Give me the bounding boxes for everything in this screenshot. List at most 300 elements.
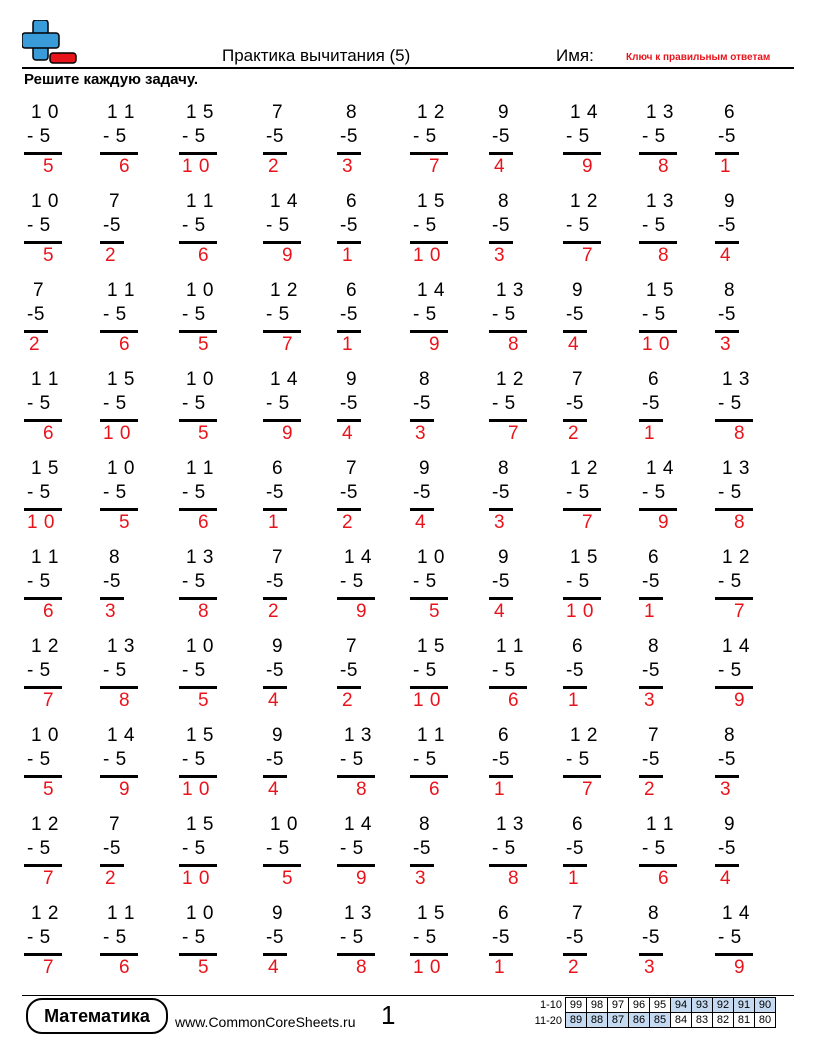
answer: 7: [582, 512, 594, 533]
subtrahend: - 5: [27, 571, 51, 592]
answer: 5: [119, 512, 131, 533]
answer: 3: [494, 245, 506, 266]
subtrahend: - 5: [27, 838, 51, 859]
subtrahend: -5: [566, 927, 584, 948]
minuend: 1 1: [31, 547, 59, 568]
answer-line: [715, 508, 753, 511]
subtrahend: - 5: [182, 393, 206, 414]
site-url: www.CommonCoreSheets.ru: [175, 1014, 356, 1030]
problem: [103, 636, 183, 716]
minuend: 1 5: [186, 102, 214, 123]
minuend: 7: [346, 458, 358, 479]
answer-line: [179, 597, 217, 600]
answer: 2: [29, 334, 41, 355]
problem: [718, 369, 798, 449]
problem: [718, 280, 798, 360]
minuend: 1 3: [496, 814, 524, 835]
answer-line: [263, 330, 301, 333]
subtrahend: - 5: [340, 838, 364, 859]
problem: [566, 725, 646, 805]
answer: 4: [720, 245, 732, 266]
problem: [182, 636, 262, 716]
minuend: 6: [572, 814, 584, 835]
subtrahend: - 5: [340, 571, 364, 592]
instructions: Решите каждую задачу.: [24, 71, 199, 88]
problem: [27, 369, 107, 449]
problem: [492, 102, 572, 182]
answer: 7: [43, 868, 55, 889]
answer: 4: [494, 601, 506, 622]
problem: [413, 636, 493, 716]
answer: 9: [119, 779, 131, 800]
minuend: 7: [648, 725, 660, 746]
minuend: 1 2: [270, 280, 298, 301]
minuend: 1 2: [31, 814, 59, 835]
subtrahend: - 5: [27, 927, 51, 948]
score-cell: 84: [671, 1013, 692, 1028]
answer: 8: [356, 957, 368, 978]
subtrahend: -5: [413, 393, 431, 414]
subtrahend: -5: [27, 304, 45, 325]
minuend: 8: [498, 191, 510, 212]
answer: 5: [198, 334, 210, 355]
problem: [566, 636, 646, 716]
answer-line: [179, 419, 217, 422]
minuend: 9: [419, 458, 431, 479]
score-cell: 96: [629, 998, 650, 1013]
answer: 7: [429, 156, 441, 177]
minuend: 1 4: [646, 458, 674, 479]
answer-line: [489, 241, 513, 244]
subtrahend: - 5: [718, 571, 742, 592]
answer-line: [100, 953, 138, 956]
score-cell: 80: [755, 1013, 776, 1028]
answer: 5: [43, 156, 55, 177]
answer: 5: [198, 690, 210, 711]
score-cell: 90: [755, 998, 776, 1013]
answer-line: [489, 953, 513, 956]
minuend: 1 1: [646, 814, 674, 835]
score-row: [566, 998, 776, 1013]
answer-line: [337, 508, 361, 511]
subtrahend: -5: [266, 482, 284, 503]
problem: [340, 191, 420, 271]
problem: [266, 547, 346, 627]
minuend: 1 2: [570, 725, 598, 746]
answer-line: [715, 686, 753, 689]
answer: 6: [198, 512, 210, 533]
answer: 7: [43, 690, 55, 711]
answer: 4: [268, 690, 280, 711]
answer: 3: [415, 423, 427, 444]
minuend: 8: [648, 636, 660, 657]
minuend: 9: [346, 369, 358, 390]
minuend: 1 3: [496, 280, 524, 301]
subtrahend: -5: [266, 927, 284, 948]
problem: [642, 458, 722, 538]
minuend: 1 1: [107, 280, 135, 301]
minuend: 8: [724, 725, 736, 746]
problem: [718, 636, 798, 716]
answer: 6: [119, 957, 131, 978]
minuend: 1 5: [646, 280, 674, 301]
answer: 9: [658, 512, 670, 533]
answer-line: [337, 419, 361, 422]
answer: 1 0: [182, 779, 210, 800]
minuend: 1 5: [570, 547, 598, 568]
answer-line: [179, 686, 217, 689]
answer-line: [100, 152, 138, 155]
minuend: 1 1: [107, 102, 135, 123]
subtrahend: -5: [340, 393, 358, 414]
answer-line: [639, 864, 677, 867]
subtrahend: - 5: [413, 660, 437, 681]
answer: 3: [720, 334, 732, 355]
problem: [340, 636, 420, 716]
problem: [642, 636, 722, 716]
answer-line: [715, 419, 753, 422]
subtrahend: -5: [103, 838, 121, 859]
subtrahend: -5: [718, 126, 736, 147]
answer: 3: [720, 779, 732, 800]
minuend: 1 4: [344, 547, 372, 568]
problem: [492, 280, 572, 360]
answer: 2: [568, 423, 580, 444]
subtrahend: - 5: [27, 126, 51, 147]
answer-line: [100, 508, 138, 511]
subtrahend: - 5: [492, 660, 516, 681]
score-row-label: 11-20: [534, 1015, 562, 1027]
answer: 3: [494, 512, 506, 533]
problem: [340, 369, 420, 449]
problem: [266, 102, 346, 182]
problem: [566, 369, 646, 449]
problem: [103, 814, 183, 894]
minuend: 1 3: [646, 191, 674, 212]
subtrahend: - 5: [266, 304, 290, 325]
subtrahend: - 5: [182, 927, 206, 948]
minuend: 1 5: [186, 725, 214, 746]
minuend: 1 1: [417, 725, 445, 746]
problem: [413, 191, 493, 271]
subtrahend: - 5: [566, 482, 590, 503]
problem: [340, 102, 420, 182]
minuend: 1 2: [31, 903, 59, 924]
problem: [103, 280, 183, 360]
answer-line: [263, 775, 287, 778]
subtrahend: -5: [266, 749, 284, 770]
subtrahend: -5: [718, 304, 736, 325]
subtrahend: - 5: [182, 482, 206, 503]
score-cell: 87: [608, 1013, 629, 1028]
problem: [103, 725, 183, 805]
minuend: 1 4: [270, 191, 298, 212]
score-cell: 93: [692, 998, 713, 1013]
minuend: 1 3: [107, 636, 135, 657]
minuend: 7: [109, 191, 121, 212]
answer-line: [639, 686, 663, 689]
subtrahend: - 5: [642, 482, 666, 503]
answer: 1 0: [413, 245, 441, 266]
subtrahend: - 5: [27, 215, 51, 236]
answer-line: [563, 597, 601, 600]
answer: 3: [342, 156, 354, 177]
minuend: 9: [498, 547, 510, 568]
score-cell: 85: [650, 1013, 671, 1028]
answer-line: [410, 775, 448, 778]
problem: [182, 725, 262, 805]
name-label: Имя:: [556, 46, 594, 65]
answer-line: [179, 152, 217, 155]
answer-line: [100, 686, 138, 689]
answer: 1: [644, 601, 656, 622]
subtrahend: - 5: [642, 215, 666, 236]
subtrahend: -5: [642, 393, 660, 414]
answer-line: [263, 152, 287, 155]
minuend: 6: [346, 280, 358, 301]
answer: 5: [429, 601, 441, 622]
answer: 2: [568, 957, 580, 978]
problem: [566, 547, 646, 627]
minuend: 1 5: [186, 814, 214, 835]
minuend: 1 0: [186, 636, 214, 657]
subtrahend: -5: [340, 215, 358, 236]
subtrahend: - 5: [718, 393, 742, 414]
subtrahend: - 5: [340, 927, 364, 948]
subtrahend: - 5: [27, 393, 51, 414]
answer: 1 0: [103, 423, 131, 444]
answer-line: [563, 953, 587, 956]
answer-line: [24, 597, 62, 600]
minuend: 1 3: [646, 102, 674, 123]
score-cell: 83: [692, 1013, 713, 1028]
answer-line: [263, 419, 301, 422]
subtrahend: - 5: [182, 838, 206, 859]
subtrahend: -5: [492, 571, 510, 592]
answer: 8: [119, 690, 131, 711]
problem: [103, 458, 183, 538]
minuend: 1 2: [722, 547, 750, 568]
problem: [492, 191, 572, 271]
minuend: 6: [572, 636, 584, 657]
answer-line: [489, 330, 527, 333]
answer-line: [639, 419, 663, 422]
answer-line: [489, 864, 527, 867]
answer-line: [639, 330, 677, 333]
subtrahend: - 5: [492, 304, 516, 325]
minuend: 8: [346, 102, 358, 123]
footer-divider: [22, 995, 794, 996]
minuend: 1 0: [186, 280, 214, 301]
answer-line: [563, 508, 601, 511]
subtrahend: - 5: [103, 304, 127, 325]
answer: 6: [508, 690, 520, 711]
problem: [27, 280, 107, 360]
subtrahend: -5: [266, 660, 284, 681]
problem: [566, 814, 646, 894]
answer: 9: [356, 868, 368, 889]
answer-line: [263, 953, 287, 956]
minuend: 8: [498, 458, 510, 479]
answer: 7: [282, 334, 294, 355]
answer-line: [410, 330, 448, 333]
problem: [340, 725, 420, 805]
problem: [340, 458, 420, 538]
subtrahend: -5: [718, 215, 736, 236]
answer: 2: [105, 245, 117, 266]
answer: 5: [198, 423, 210, 444]
answer-line: [715, 864, 739, 867]
subtrahend: -5: [642, 571, 660, 592]
minuend: 7: [572, 903, 584, 924]
minuend: 1 1: [107, 903, 135, 924]
score-cell: 95: [650, 998, 671, 1013]
answer: 1 0: [182, 156, 210, 177]
problem: [718, 725, 798, 805]
answer: 8: [658, 245, 670, 266]
problem: [27, 102, 107, 182]
subtrahend: - 5: [718, 927, 742, 948]
answer-line: [639, 152, 677, 155]
answer-line: [337, 152, 361, 155]
answer-line: [337, 775, 375, 778]
subtrahend: -5: [340, 482, 358, 503]
minuend: 1 2: [417, 102, 445, 123]
subtrahend: - 5: [27, 660, 51, 681]
answer-line: [639, 953, 663, 956]
subtrahend: - 5: [103, 393, 127, 414]
subtrahend: -5: [566, 304, 584, 325]
answer: 8: [734, 512, 746, 533]
problem: [492, 903, 572, 983]
answer-line: [410, 152, 448, 155]
problem: [27, 458, 107, 538]
answer-line: [100, 330, 138, 333]
answer: 1 0: [642, 334, 670, 355]
problem: [566, 280, 646, 360]
answer: 2: [105, 868, 117, 889]
subtrahend: - 5: [182, 215, 206, 236]
subtrahend: -5: [492, 126, 510, 147]
problem: [27, 725, 107, 805]
minuend: 9: [272, 725, 284, 746]
answer-line: [263, 864, 301, 867]
answer: 9: [734, 957, 746, 978]
minuend: 6: [272, 458, 284, 479]
answer: 9: [429, 334, 441, 355]
answer-line: [24, 686, 62, 689]
problem: [27, 636, 107, 716]
subtrahend: -5: [492, 215, 510, 236]
subtrahend: -5: [642, 660, 660, 681]
problem: [492, 547, 572, 627]
answer: 3: [105, 601, 117, 622]
problem: [27, 814, 107, 894]
answer: 7: [582, 245, 594, 266]
subtrahend: - 5: [266, 838, 290, 859]
answer: 3: [644, 690, 656, 711]
score-cell: 99: [566, 998, 587, 1013]
minuend: 1 3: [344, 903, 372, 924]
problem: [492, 636, 572, 716]
problem: [27, 547, 107, 627]
subtrahend: -5: [566, 838, 584, 859]
answer-line: [100, 419, 138, 422]
minuend: 1 4: [107, 725, 135, 746]
subtrahend: -5: [566, 393, 584, 414]
answer: 1: [342, 245, 354, 266]
minuend: 1 2: [31, 636, 59, 657]
answer: 4: [720, 868, 732, 889]
subtrahend: - 5: [413, 304, 437, 325]
minuend: 6: [498, 725, 510, 746]
answer-line: [24, 419, 62, 422]
subtrahend: -5: [340, 660, 358, 681]
answer-line: [489, 508, 513, 511]
subtrahend: - 5: [492, 393, 516, 414]
answer-line: [639, 508, 677, 511]
answer-line: [100, 241, 124, 244]
minuend: 1 4: [417, 280, 445, 301]
problem: [413, 903, 493, 983]
problem: [266, 369, 346, 449]
problem: [642, 903, 722, 983]
minuend: 1 0: [186, 369, 214, 390]
problem: [182, 814, 262, 894]
minuend: 1 5: [417, 636, 445, 657]
score-row-label: 1-10: [539, 999, 562, 1011]
minuend: 1 3: [722, 458, 750, 479]
answer-line: [179, 330, 217, 333]
answer: 6: [119, 334, 131, 355]
problem: [266, 280, 346, 360]
answer: 2: [342, 512, 354, 533]
problem: [182, 191, 262, 271]
answer-line: [563, 419, 587, 422]
problem: [413, 102, 493, 182]
subtrahend: - 5: [340, 749, 364, 770]
answer-line: [263, 241, 301, 244]
answer-line: [489, 419, 527, 422]
answer-line: [100, 864, 124, 867]
problem: [413, 369, 493, 449]
subtrahend: - 5: [182, 571, 206, 592]
subtrahend: - 5: [27, 749, 51, 770]
problem: [642, 725, 722, 805]
problem: [718, 903, 798, 983]
subtrahend: - 5: [642, 126, 666, 147]
minuend: 8: [648, 903, 660, 924]
problem: [642, 369, 722, 449]
subtrahend: - 5: [566, 749, 590, 770]
subtrahend: -5: [103, 571, 121, 592]
answer-line: [715, 597, 753, 600]
problem: [340, 280, 420, 360]
answer: 6: [119, 156, 131, 177]
page-number: 1: [381, 1000, 396, 1030]
answer: 1: [342, 334, 354, 355]
subtrahend: -5: [642, 749, 660, 770]
problem: [642, 547, 722, 627]
answer: 5: [43, 245, 55, 266]
problem: [413, 814, 493, 894]
subtrahend: - 5: [103, 126, 127, 147]
subtrahend: - 5: [642, 304, 666, 325]
answer: 1: [268, 512, 280, 533]
answer: 6: [43, 423, 55, 444]
subtrahend: - 5: [642, 838, 666, 859]
score-row-labels: [530, 997, 562, 1029]
